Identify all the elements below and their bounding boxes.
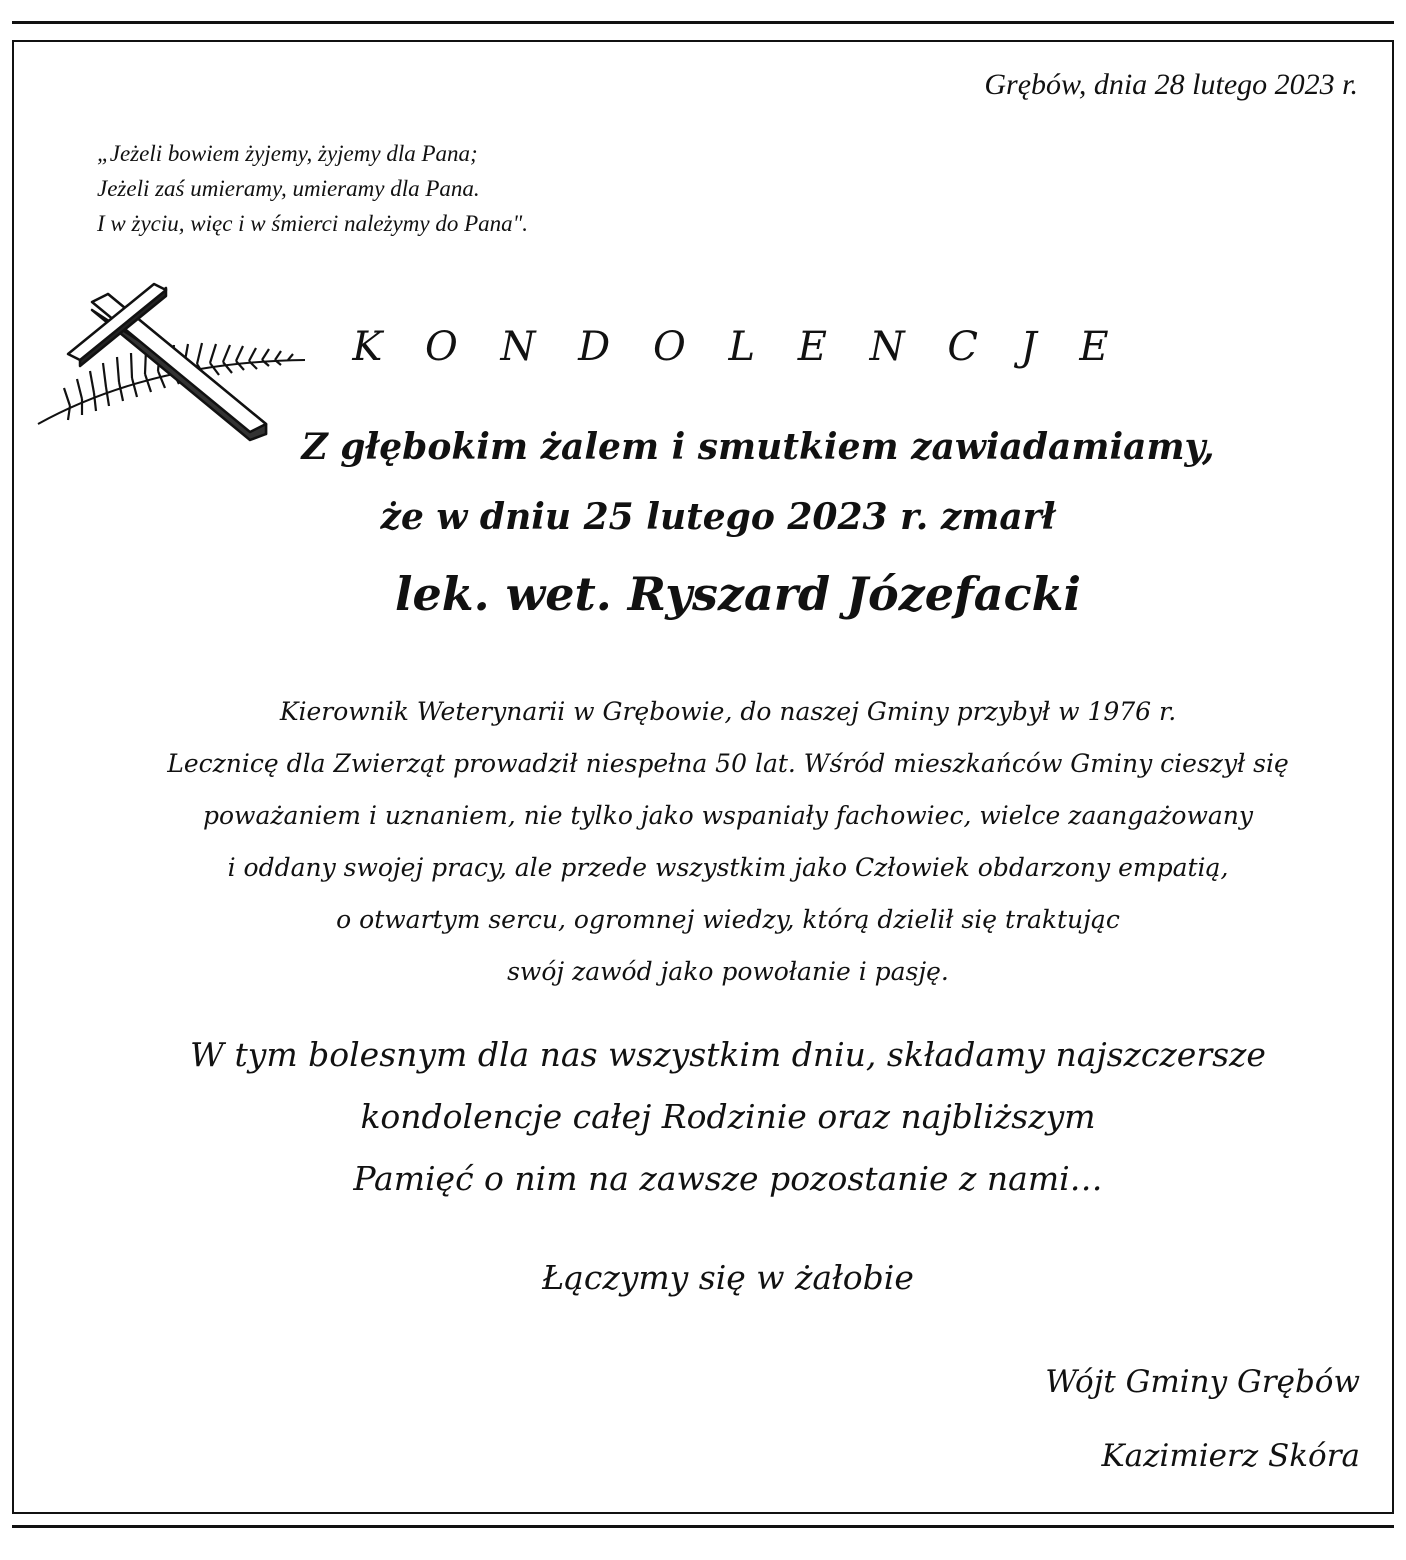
condolences-line: Pamięć o nim na zawsze pozostanie z nami… bbox=[353, 1159, 1103, 1198]
signature-title: Wójt Gminy Grębów bbox=[1045, 1364, 1360, 1400]
quote-line: „Jeżeli bowiem żyjemy, żyjemy dla Pana; bbox=[97, 141, 478, 166]
announcement-line-2: że w dniu 25 lutego 2023 r. zmarł bbox=[380, 496, 1056, 538]
biography-line: swój zawód jako powołanie i pasję. bbox=[507, 957, 949, 986]
condolences bbox=[0, 1024, 1406, 1210]
page-title: K O N D O L E N C J E bbox=[352, 324, 1124, 370]
date-line: Grębów, dnia 28 lutego 2023 r. bbox=[984, 68, 1358, 101]
biography-line: poważaniem i uznaniem, nie tylko jako wspaniały fachowiec, wielce zaangażowany bbox=[202, 801, 1254, 830]
biography-line: Lecznicę dla Zwierząt prowadził niespełna 50 lat. Wśród mieszkańców Gminy cieszył się bbox=[167, 749, 1289, 778]
biography-line: Kierownik Weterynarii w Grębowie, do naszej Gminy przybył w 1976 r. bbox=[279, 697, 1177, 726]
bottom-rule bbox=[12, 1525, 1394, 1528]
mourning-line: Łączymy się w żałobie bbox=[542, 1258, 914, 1297]
announcement-line-1: Z głębokim żalem i smutkiem zawiadamiamy, bbox=[301, 426, 1215, 468]
biography-line: o otwartym sercu, ogromnej wiedzy, którą dzielił się traktując bbox=[336, 905, 1120, 934]
bible-quote bbox=[97, 136, 528, 241]
biography-line: i oddany swojej pracy, ale przede wszystkim jako Człowiek obdarzony empatią, bbox=[227, 853, 1229, 882]
condolences-line: W tym bolesnym dla nas wszystkim dniu, składamy najszczersze bbox=[190, 1035, 1266, 1074]
quote-line: Jeżeli zaś umieramy, umieramy dla Pana. bbox=[97, 176, 480, 201]
biography bbox=[0, 686, 1406, 998]
signature-name: Kazimierz Skóra bbox=[1101, 1438, 1360, 1474]
condolences-line: kondolencje całej Rodzinie oraz najbliższym bbox=[360, 1097, 1096, 1136]
quote-line: I w życiu, więc i w śmierci należymy do Pana". bbox=[97, 211, 529, 236]
top-rule bbox=[12, 21, 1394, 24]
deceased-name: lek. wet. Ryszard Józefacki bbox=[395, 567, 1081, 621]
